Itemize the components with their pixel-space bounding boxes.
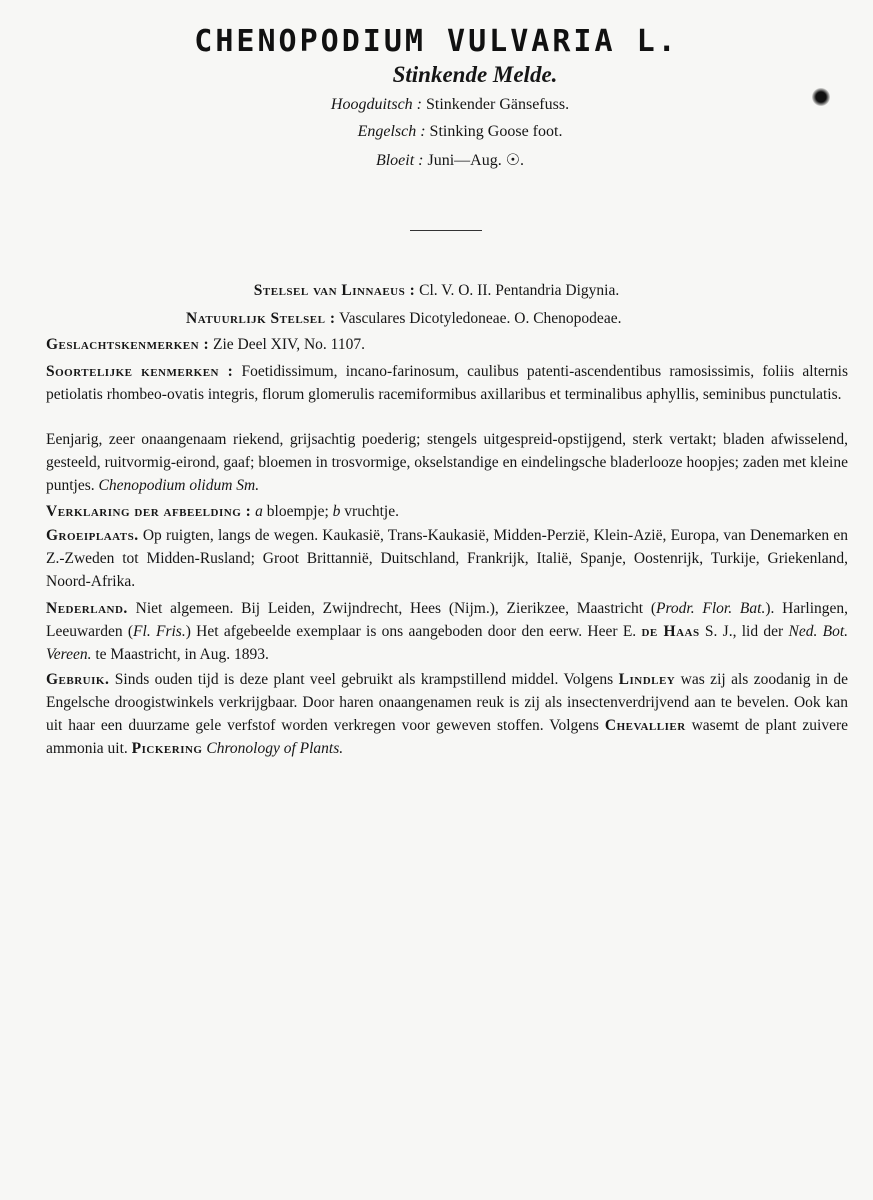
species-label: Soortelijke kenmerken : bbox=[46, 363, 234, 380]
flowering-period: Juni—Aug. ☉. bbox=[427, 152, 525, 169]
author-lindley: Lindley bbox=[618, 671, 676, 688]
ink-blot bbox=[812, 88, 830, 106]
divider-rule bbox=[410, 230, 482, 231]
netherlands-text-4: S. J., lid der bbox=[704, 623, 784, 640]
description-text: Eenjarig, zeer onaangenaam riekend, grijsachtig poederig; stengels uitgespreid-opstijgend, sterk vertakt; bladen afwisselend, gesteeld, ruitvormig-eirond, gaaf; bloemen in trosvormige, okselstandige en eindelingsche bladerlooze hoopjes; zaden met kleine puntjes. bbox=[46, 431, 848, 494]
english-label: Engelsch : bbox=[357, 123, 426, 140]
netherlands-text-5: te Maastricht, in Aug. 1893. bbox=[95, 646, 269, 663]
description-paragraph bbox=[46, 428, 848, 497]
flowering-label: Bloeit : bbox=[375, 152, 424, 169]
german-label: Hoogduitsch : bbox=[330, 96, 422, 113]
netherlands-text-2: ). Harlingen, Leeuwarden ( bbox=[46, 600, 849, 640]
legend-text-b: vruchtje. bbox=[344, 503, 399, 520]
genus-characters-line bbox=[46, 336, 365, 354]
author-pickering: Pickering bbox=[131, 740, 203, 757]
usage-reference: Chronology of Plants. bbox=[206, 740, 344, 757]
netherlands-ref-3: Ned. Bot. Vereen. bbox=[46, 623, 849, 663]
netherlands-text-3: ) Het afgebeelde exemplaar is ons aangeboden door den eerw. Heer E. bbox=[185, 623, 637, 640]
netherlands-paragraph bbox=[46, 597, 848, 666]
netherlands-ref-2: Fl. Fris. bbox=[133, 623, 186, 640]
page-title: CHENOPODIUM VULVARIA L. bbox=[194, 24, 679, 59]
netherlands-text-1: Niet algemeen. Bij Leiden, Zwijndrecht, Hees (Nijm.), Zierikzee, Maastricht ( bbox=[135, 600, 656, 617]
usage-text-3: wasemt de plant zuivere ammonia uit. bbox=[46, 717, 848, 757]
habitat-text: Op ruigten, langs de wegen. Kaukasië, Trans-Kaukasië, Midden-Perzië, Klein-Azië, Europa, van Denemarken en Z.-Zweden tot Midden-Rusland; Groot Brittannië, Duitschland, Frankrijk, Italië, Spanje, Oostenrijk, Turkije, Griekenland, Noord-Afrika. bbox=[46, 527, 849, 590]
usage-text-2: was zij als zoodanig in de Engelsche droogistwinkels verkrijgbaar. Door haren onaangenamen reuk is zij als insectenverdrijvend aan te bevelen. Ook kan uit haar een duurzame gele verfstof worden verkregen voor geweven stoffen. Volgens bbox=[46, 671, 849, 734]
english-name: Stinking Goose foot. bbox=[429, 123, 563, 140]
synonym: Chenopodium olidum Sm. bbox=[98, 477, 260, 494]
linnaeus-label: Stelsel van Linnaeus : bbox=[253, 282, 416, 299]
english-name-line bbox=[260, 123, 660, 141]
common-name: Stinkende Melde. bbox=[392, 62, 558, 87]
natural-system-label: Natuurlijk Stelsel : bbox=[186, 310, 336, 327]
legend-letter-a: a bbox=[255, 503, 263, 520]
species-text: Foetidissimum, incano-farinosum, caulibus patenti-ascendentibus ramosissimis, foliis alternis petiolatis rhombeo-ovatis integris, florum glomerulis racemiformibus axillaribus et terminalibus aphyllis, seminibus punctulatis. bbox=[46, 363, 848, 403]
usage-paragraph bbox=[46, 668, 848, 760]
species-characters-paragraph bbox=[46, 360, 848, 406]
figure-legend-paragraph bbox=[46, 500, 848, 523]
german-name: Stinkender Gänsefuss. bbox=[426, 96, 570, 113]
usage-text-1: Sinds ouden tijd is deze plant veel gebruikt als krampstillend middel. Volgens bbox=[114, 671, 614, 688]
usage-label: Gebruik. bbox=[46, 671, 110, 688]
genus-value: Zie Deel XIV, No. 1107. bbox=[213, 336, 365, 353]
natural-system-line bbox=[186, 310, 621, 328]
german-name-line bbox=[250, 96, 650, 114]
habitat-label: Groeiplaats. bbox=[46, 527, 139, 544]
legend-label: Verklaring der afbeelding : bbox=[46, 503, 252, 520]
author-chevallier: Chevallier bbox=[604, 717, 686, 734]
natural-system-value: Vasculares Dicotyledoneae. O. Chenopodeae. bbox=[339, 310, 622, 327]
netherlands-label: Nederland. bbox=[46, 600, 128, 617]
legend-text-a: bloempje; bbox=[266, 503, 329, 520]
genus-label: Geslachtskenmerken : bbox=[46, 336, 210, 353]
linnaeus-value: Cl. V. O. II. Pentandria Digynia. bbox=[419, 282, 620, 299]
flowering-line bbox=[250, 150, 650, 170]
legend-letter-b: b bbox=[332, 503, 341, 520]
habitat-paragraph bbox=[46, 524, 848, 593]
netherlands-ref-1: Prodr. Flor. Bat. bbox=[656, 600, 766, 617]
donor-name: de Haas bbox=[641, 623, 700, 640]
linnaeus-system-line bbox=[0, 282, 873, 300]
